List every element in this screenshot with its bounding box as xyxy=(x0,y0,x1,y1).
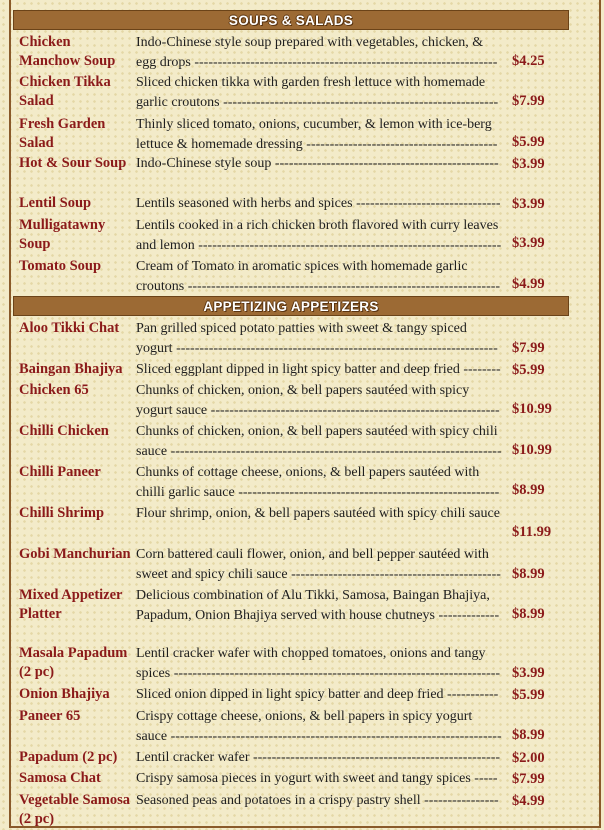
item-description xyxy=(136,685,502,705)
item-name: Papadum (2 pc) xyxy=(19,749,118,765)
item-description xyxy=(136,216,502,256)
item-description-text: Chunks of cottage cheese, onions, & bell papers sautéed with chilli garlic sauce xyxy=(136,465,480,500)
dot-leader: ----------------------------------------------------------------- xyxy=(198,238,502,253)
item-price: $10.99 xyxy=(512,401,552,417)
item-price: $2.00 xyxy=(512,750,545,766)
item-name: Lentil Soup xyxy=(19,195,92,211)
item-description-text: Thinly sliced tomato, onions, cucumber, & lemon with ice-berg lettuce & homemade dressing xyxy=(136,117,492,152)
item-name: Chicken Manchow Soup xyxy=(19,34,116,69)
item-name: Baingan Bhajiya xyxy=(19,361,123,377)
item-price: $3.99 xyxy=(512,156,545,172)
dot-leader: -------- xyxy=(463,362,501,377)
item-description-text: Pan grilled spiced potato patties with sweet & tangy spiced yogurt xyxy=(136,321,467,356)
item-price: $8.99 xyxy=(512,727,545,743)
item-name: Chicken 65 xyxy=(19,382,89,398)
dot-leader: ----------------------------------------------------- xyxy=(252,750,501,765)
item-description xyxy=(136,154,502,174)
item-description-text: Sliced onion dipped in light spicy batter and deep fried xyxy=(136,687,444,702)
item-description xyxy=(136,748,502,768)
item-description xyxy=(136,644,502,684)
item-description xyxy=(136,791,502,811)
item-description-text: Lentils seasoned with herbs and spices xyxy=(136,196,353,211)
item-name: Chilli Shrimp xyxy=(19,505,105,521)
item-description xyxy=(136,545,502,585)
section-header-soups-salads xyxy=(13,10,569,30)
item-price: $4.99 xyxy=(512,793,545,809)
item-price: $10.99 xyxy=(512,442,552,458)
item-name: Chilli Paneer xyxy=(19,464,101,480)
item-price: $3.99 xyxy=(512,235,545,251)
item-name: Tomato Soup xyxy=(19,258,102,274)
item-price: $5.99 xyxy=(512,134,545,150)
item-price: $3.99 xyxy=(512,665,545,681)
dot-leader: ------------------------------------------------------------------- xyxy=(187,279,501,294)
dot-leader: ----------- xyxy=(447,687,499,702)
item-description-text: Crispy cottage cheese, onions, & bell papers in spicy yogurt sauce xyxy=(136,709,473,744)
item-name: Gobi Manchurian xyxy=(19,546,131,562)
item-description-text: Delicious combination of Alu Tikki, Samosa, Baingan Bhajiya, Papadum, Onion Bhajiya served with house chutneys xyxy=(136,588,490,623)
item-name: Onion Bhajiya xyxy=(19,686,110,702)
item-price: $11.99 xyxy=(512,524,552,540)
dot-leader: ---------------- xyxy=(424,793,499,808)
item-name: Samosa Chat xyxy=(19,770,101,786)
item-description xyxy=(136,504,502,524)
item-description xyxy=(136,381,502,421)
item-price: $8.99 xyxy=(512,566,545,582)
item-description-text: Cream of Tomato in aromatic spices with homemade garlic croutons xyxy=(136,259,468,294)
item-description-text: Flour shrimp, onion, & bell papers sautéed with spicy chili sauce xyxy=(136,506,500,521)
item-name: Paneer 65 xyxy=(19,708,81,724)
item-name: Masala Papadum (2 pc) xyxy=(19,645,128,680)
item-description-text: Seasoned peas and potatoes in a crispy pastry shell xyxy=(136,793,421,808)
item-description-text: Sliced chicken tikka with garden fresh lettuce with homemade garlic croutons xyxy=(136,75,486,110)
section-header-appetizers xyxy=(13,296,569,316)
item-price: $4.25 xyxy=(512,53,545,69)
item-description-text: Corn battered cauli flower, onion, and bell pepper sautéed with sweet and spicy chili sauce xyxy=(136,547,489,582)
item-description xyxy=(136,769,502,789)
item-name: Fresh Garden Salad xyxy=(19,116,106,151)
item-price: $4.99 xyxy=(512,276,545,292)
item-description xyxy=(136,360,502,380)
item-price: $8.99 xyxy=(512,482,545,498)
dot-leader: ----- xyxy=(474,771,498,786)
dot-leader: --------------------------------------------------------------------- xyxy=(176,341,498,356)
item-description xyxy=(136,73,502,113)
item-price: $5.99 xyxy=(512,362,545,378)
item-description-text: Indo-Chinese style soup xyxy=(136,156,272,171)
dot-leader: -------------------------------------------------------- xyxy=(238,485,500,500)
item-name: Chicken Tikka Salad xyxy=(19,74,111,109)
dot-leader: ----------------------------------------- xyxy=(306,137,498,152)
item-description xyxy=(136,319,502,359)
dot-leader: ----------------------------------------------------------------------- xyxy=(170,729,502,744)
item-description-text: Chunks of chicken, onion, & bell papers sautéed with spicy chili sauce xyxy=(136,424,498,459)
item-description xyxy=(136,257,502,297)
dot-leader: -------------------------------------------------------------- xyxy=(210,403,500,418)
dot-leader: ----------------------------------------------------------------- xyxy=(194,55,498,70)
dot-leader: ---------------------------------------------------------------------- xyxy=(173,666,501,681)
item-name: Hot & Sour Soup xyxy=(19,155,127,171)
item-name: Mulligatawny Soup xyxy=(19,217,106,252)
item-price: $5.99 xyxy=(512,687,545,703)
item-description xyxy=(136,707,502,747)
item-description-text: Lentil cracker wafer with chopped tomatoes, onions and tangy spices xyxy=(136,646,486,681)
dot-leader: ----------------------------------------------------------------------- xyxy=(170,444,502,459)
item-description-text: Lentil cracker wafer xyxy=(136,750,250,765)
item-name: Vegetable Samosa (2 pc) xyxy=(19,792,131,827)
item-price: $7.99 xyxy=(512,340,545,356)
item-description xyxy=(136,586,502,626)
dot-leader: --------------------------------------------- xyxy=(291,567,501,582)
item-name: Chilli Chicken xyxy=(19,423,109,439)
item-description xyxy=(136,422,502,462)
item-description-text: Lentils cooked in a rich chicken broth flavored with curry leaves and lemon xyxy=(136,218,499,253)
item-description-text: Indo-Chinese style soup prepared with vegetables, chicken, & egg drops xyxy=(136,35,484,70)
dot-leader: ------------------------------- xyxy=(356,196,501,211)
section-title: APPETIZING APPETIZERS xyxy=(203,298,379,314)
item-name: Aloo Tikki Chat xyxy=(19,320,120,336)
section-title: SOUPS & SALADS xyxy=(228,12,354,28)
item-description xyxy=(136,115,502,155)
dot-leader: ----------------------------------------------------------- xyxy=(223,95,499,110)
dot-leader: ------------------------------------------------ xyxy=(274,156,499,171)
item-description xyxy=(136,194,502,214)
item-description-text: Sliced eggplant dipped in light spicy batter and deep fried xyxy=(136,362,460,377)
item-price: $8.99 xyxy=(512,606,545,622)
item-description-text: Crispy samosa pieces in yogurt with sweet and tangy spices xyxy=(136,771,471,786)
item-price: $7.99 xyxy=(512,771,545,787)
dot-leader: ------------- xyxy=(438,608,500,623)
item-name: Mixed Appetizer Platter xyxy=(19,587,123,622)
item-description xyxy=(136,463,502,503)
item-price: $7.99 xyxy=(512,93,545,109)
item-description xyxy=(136,33,502,73)
item-description-text: Chunks of chicken, onion, & bell papers sautéed with spicy yogurt sauce xyxy=(136,383,470,418)
item-price: $3.99 xyxy=(512,196,545,212)
